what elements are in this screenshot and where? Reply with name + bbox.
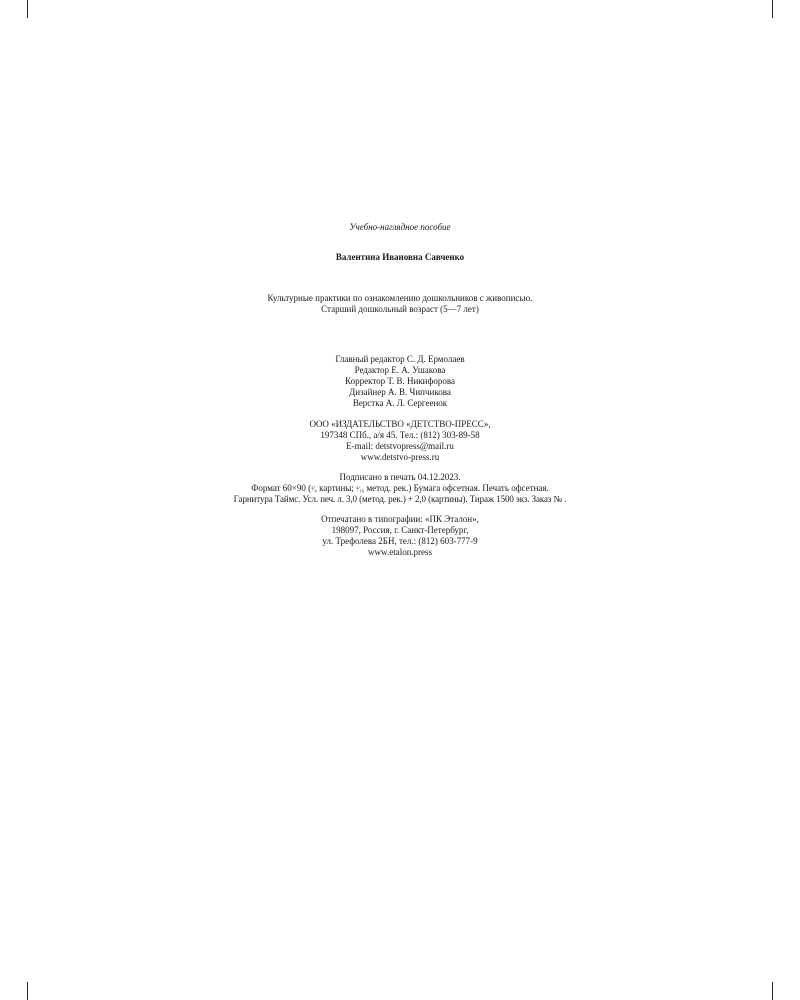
crop-mark-top-right bbox=[772, 0, 773, 18]
publisher-site: www.detstvo-press.ru bbox=[360, 452, 440, 462]
printer-line2: 198097, Россия, г. Санкт-Петербург, bbox=[331, 525, 469, 535]
book-title-line2: Старший дошкольный возраст (5—7 лет) bbox=[321, 304, 479, 314]
print-format-mid: картины; bbox=[316, 483, 357, 493]
publisher-email: E-mail: detstvopress@mail.ru bbox=[346, 441, 454, 451]
fraction-sixteenth: ¹⁄₁₆ bbox=[356, 485, 365, 493]
print-format-suffix: метод. рек.) Бумага офсетная. Печать офсетная. bbox=[364, 483, 549, 493]
staff-layout: Верстка А. Л. Сергеенок bbox=[352, 398, 448, 408]
staff-designer: Дизайнер А. В. Чипчикова bbox=[349, 387, 451, 397]
book-title-line1: Культурные практики по ознакомлению дошкольников с живописью. bbox=[267, 293, 533, 303]
printer-line3: ул. Трефолева 2БН, тел.: (812) 603-777-9 bbox=[322, 536, 478, 546]
print-format-prefix: Формат 60×90 ( bbox=[251, 483, 312, 493]
crop-mark-top-left bbox=[27, 0, 28, 18]
author-name: Валентина Ивановна Савченко bbox=[335, 252, 465, 262]
printer-site: www.etalon.press bbox=[368, 547, 432, 557]
crop-mark-bottom-left bbox=[27, 982, 28, 1000]
fraction-quarter: ¹⁄₄ bbox=[311, 485, 317, 493]
printer-line1: Отпечатано в типографии: «ПК Эталон», bbox=[321, 514, 479, 524]
print-typeface-line: Гарнитура Таймс. Усл. печ. л. 3,0 (метод. рек.) + 2,0 (картины). Тираж 1500 экз. Заказ № . bbox=[233, 494, 567, 504]
publisher-address: 197348 СПб., а/я 45. Тел.: (812) 303-89-58 bbox=[320, 430, 480, 440]
print-signed-date: Подписано в печать 04.12.2023. bbox=[339, 472, 461, 482]
crop-mark-bottom-right bbox=[772, 982, 773, 1000]
publisher-name: ООО «ИЗДАТЕЛЬСТВО «ДЕТСТВО-ПРЕСС», bbox=[309, 419, 491, 429]
genre-label: Учебно-наглядное пособие bbox=[349, 222, 451, 232]
staff-proofreader: Корректор Т. В. Никифорова bbox=[345, 376, 455, 386]
staff-chief-editor: Главный редактор С. Д. Ермолаев bbox=[335, 354, 465, 364]
staff-editor: Редактор Е. А. Ушакова bbox=[354, 365, 446, 375]
